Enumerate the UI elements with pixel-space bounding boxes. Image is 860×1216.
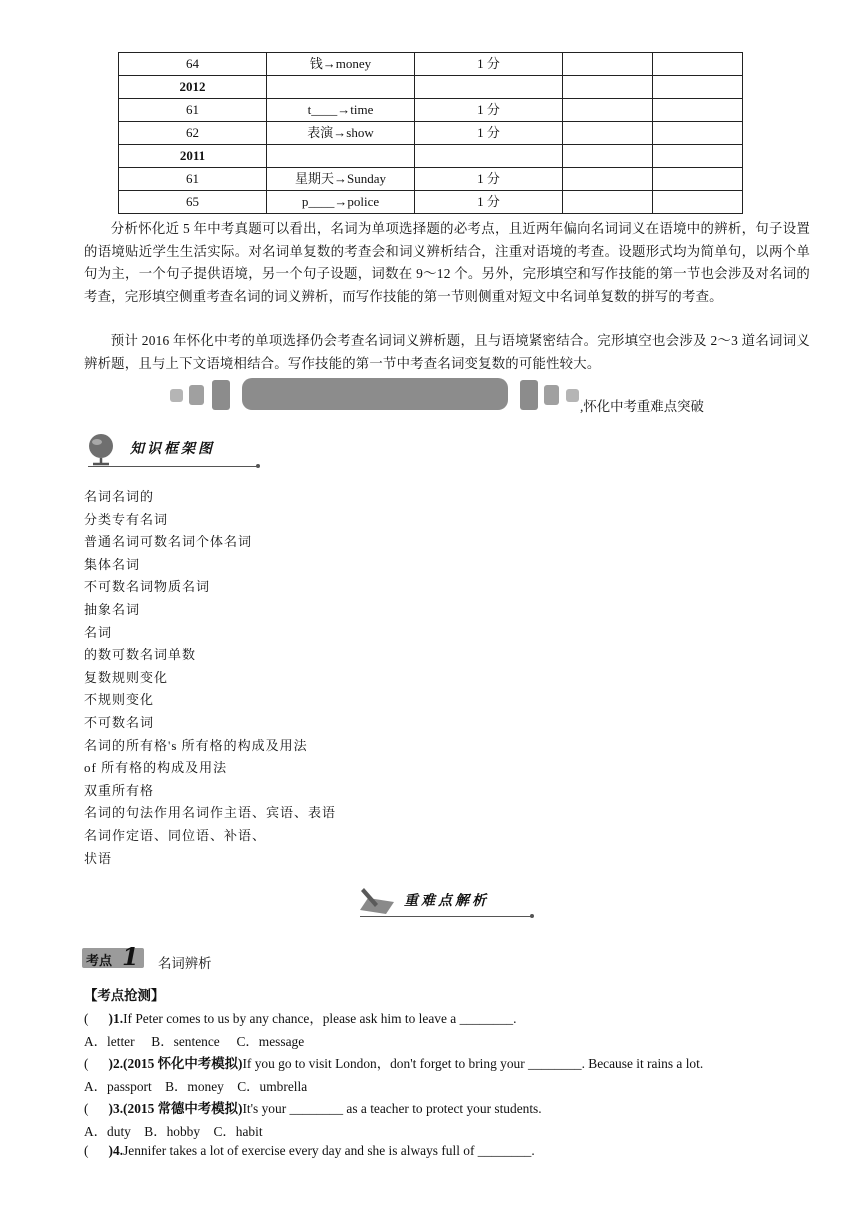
question-stem xyxy=(84,1098,542,1117)
question-stem xyxy=(84,1143,535,1159)
score-cell: 1 分 xyxy=(415,99,563,122)
tree-line: of 所有格的构成及用法 xyxy=(84,760,228,776)
empty-cell xyxy=(653,76,743,99)
empty-cell xyxy=(653,191,743,214)
question-options: A．letter B．sentence C．message xyxy=(84,1034,305,1049)
knowledge-tree xyxy=(84,486,336,870)
question-options: A．duty B．hobby C．habit xyxy=(84,1124,263,1139)
empty-cell xyxy=(653,145,743,168)
framework-title: 知识框架图 xyxy=(130,441,215,457)
question-text: Jennifer takes a lot of exercise every day and she is always full of ________. xyxy=(123,1143,535,1158)
empty-cell xyxy=(563,145,653,168)
tree-line: 不可数名词物质名词 xyxy=(84,579,211,595)
year-cell: 2011 xyxy=(119,145,267,168)
question-number: )1. xyxy=(108,1011,124,1026)
analysis-paragraph-1: 分析怀化近 5 年中考真题可以看出，名词为单项选择题的必考点，且近两年偏向名词词义在语境中的辨析，句子设置的语境贴近学生生活实际。对名词单复数的考查会和词义辨析结合，注重对语境的考查。设题形式均为简单句，以两个单句为主，一个句子提供语境，另一个句子设题，词数在 9～12 个。另外，完形填空和写作技能的第一节也会涉及对名词的考查，完形填空侧重考查名词的词义辨析，而写作技能的第一节则侧重对短文中名词单复数的拼写的考查。 xyxy=(84,221,810,304)
question-number: )2.(2015 怀化中考模拟) xyxy=(108,1056,243,1071)
question-stem xyxy=(84,1008,516,1027)
table-row xyxy=(119,76,743,99)
tree-line: 名词的句法作用名词作主语、宾语、表语 xyxy=(84,805,337,821)
empty-cell xyxy=(563,99,653,122)
question-text: If you go to visit London，don't forget to bring your ________. Because it rains a lot. xyxy=(242,1056,704,1071)
banner-caption: ,怀化中考重难点突破 xyxy=(580,399,704,414)
score-table xyxy=(118,52,743,214)
item-cell xyxy=(267,145,415,168)
tree-line: 集体名词 xyxy=(84,556,141,572)
tree-line: 抽象名词 xyxy=(84,601,141,617)
answer-blank[interactable]: ( xyxy=(84,1011,109,1026)
table-row xyxy=(119,168,743,191)
item-cell: 钱→money xyxy=(267,53,415,76)
empty-cell xyxy=(563,122,653,145)
table-row xyxy=(119,53,743,76)
tree-line: 名词作定语、同位语、补语、 xyxy=(84,827,267,843)
analysis-paragraph-2: 预计 2016 年怀化中考的单项选择仍会考查名词词义辨析题，且与语境紧密结合。完形填空也会涉及 2～3 道名词词义辨析题，且与上下文语境相结合。写作技能的第一节中考查名词变复数的可能性较大。 xyxy=(84,333,810,371)
empty-cell xyxy=(563,191,653,214)
table-row xyxy=(119,122,743,145)
year-cell: 65 xyxy=(119,191,267,214)
globe-icon xyxy=(84,432,118,468)
key-points-title: 重难点解析 xyxy=(404,893,489,909)
table-row xyxy=(119,191,743,214)
empty-cell xyxy=(653,122,743,145)
item-cell: 表演→show xyxy=(267,122,415,145)
drill-title: 【考点抢测】 xyxy=(84,988,165,1003)
empty-cell xyxy=(653,99,743,122)
question-number: )3.(2015 常德中考模拟) xyxy=(108,1101,243,1116)
table-row xyxy=(119,145,743,168)
score-cell: 1 分 xyxy=(415,53,563,76)
year-cell: 62 xyxy=(119,122,267,145)
question-text: If Peter comes to us by any chance，please ask him to leave a ________. xyxy=(123,1011,517,1026)
item-cell: 星期天→Sunday xyxy=(267,168,415,191)
tree-line: 状语 xyxy=(84,850,113,866)
score-cell: 1 分 xyxy=(415,122,563,145)
answer-blank[interactable]: ( xyxy=(84,1056,109,1071)
tree-line: 名词 xyxy=(84,624,113,640)
item-cell: t____→time xyxy=(267,99,415,122)
year-cell: 64 xyxy=(119,53,267,76)
tree-line: 双重所有格 xyxy=(84,782,155,798)
item-cell: p____→police xyxy=(267,191,415,214)
question-text: It's your ________ as a teacher to protect your students. xyxy=(242,1101,542,1116)
table-row xyxy=(119,99,743,122)
score-cell xyxy=(415,145,563,168)
answer-blank[interactable]: ( xyxy=(84,1143,109,1158)
year-cell: 2012 xyxy=(119,76,267,99)
score-cell xyxy=(415,76,563,99)
year-cell: 61 xyxy=(119,99,267,122)
score-cell: 1 分 xyxy=(415,168,563,191)
empty-cell xyxy=(563,53,653,76)
tree-line: 的数可数名词单数 xyxy=(84,647,197,663)
kaodian-title: 名词辨析 xyxy=(158,956,212,971)
kaodian-badge xyxy=(82,942,144,971)
key-points-heading xyxy=(356,884,538,924)
tree-line: 复数规则变化 xyxy=(84,669,169,685)
kaodian-number: 1 xyxy=(122,942,139,971)
tree-line: 不规则变化 xyxy=(84,692,155,708)
year-cell: 61 xyxy=(119,168,267,191)
framework-heading xyxy=(84,432,264,472)
question-number: )4. xyxy=(108,1143,124,1158)
tree-line: 名词的所有格's 所有格的构成及用法 xyxy=(84,737,308,753)
answer-blank[interactable]: ( xyxy=(84,1101,109,1116)
tree-line: 名词名词的 xyxy=(84,489,155,504)
empty-cell xyxy=(653,53,743,76)
question-options: A．passport B．money C．umbrella xyxy=(84,1079,308,1094)
item-cell xyxy=(267,76,415,99)
tree-line: 不可数名词 xyxy=(84,714,155,730)
pencil-book-icon xyxy=(356,884,398,918)
score-cell: 1 分 xyxy=(415,191,563,214)
tree-line: 分类专有名词 xyxy=(84,511,169,527)
empty-cell xyxy=(563,168,653,191)
empty-cell xyxy=(563,76,653,99)
question-stem xyxy=(84,1053,703,1072)
empty-cell xyxy=(653,168,743,191)
kaodian-label: 考点 xyxy=(86,954,113,969)
tree-line: 普通名词可数名词个体名词 xyxy=(84,534,253,550)
